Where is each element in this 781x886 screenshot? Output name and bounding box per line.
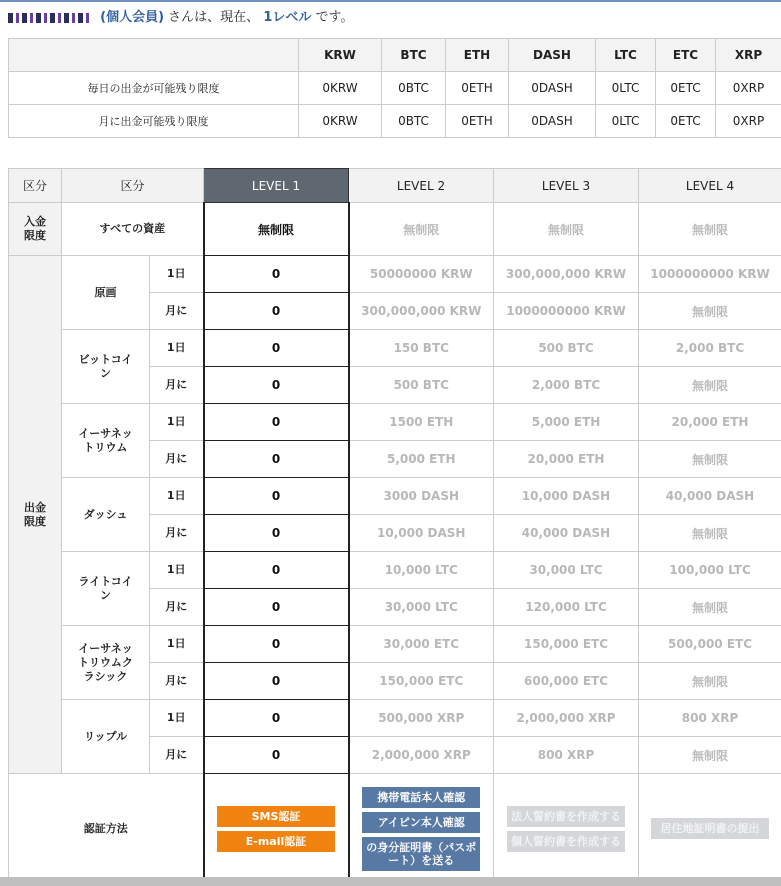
limit-value-level-1: 0	[204, 293, 349, 330]
limit-value-level-1: 0	[204, 663, 349, 700]
deposit-asset: すべての資産	[62, 203, 204, 256]
limit-value-level-4: 20,000 ETH	[639, 404, 781, 441]
period-label-month: 月に	[150, 737, 204, 774]
limit-value-level-1: 0	[204, 700, 349, 737]
period-label-day: 1日	[150, 404, 204, 441]
auth-button[interactable]: の身分証明書（パスポート）を送る	[362, 837, 480, 871]
top-border	[0, 0, 781, 2]
withdraw-row-day	[9, 404, 781, 441]
period-label-day: 1日	[150, 330, 204, 367]
period-label-day: 1日	[150, 256, 204, 293]
limit-value-level-4: 無制限	[639, 441, 781, 478]
limit-value-level-2: 2,000,000 XRP	[349, 737, 494, 774]
summary-col-krw: KRW	[299, 39, 382, 72]
limit-value-level-2: 30,000 LTC	[349, 589, 494, 626]
auth-button[interactable]: SMS認証	[217, 806, 335, 827]
auth-button[interactable]: E-mail認証	[217, 831, 335, 852]
limit-value-level-3: 300,000,000 KRW	[494, 256, 639, 293]
asset-name: ビットコイン	[62, 330, 150, 404]
limit-value-level-1: 0	[204, 737, 349, 774]
period-label-month: 月に	[150, 441, 204, 478]
summary-col-dash: DASH	[509, 39, 596, 72]
limit-value-level-2: 10,000 DASH	[349, 515, 494, 552]
summary-value: 0KRW	[299, 105, 382, 138]
summary-value: 0XRP	[716, 72, 781, 105]
masked-username	[8, 13, 92, 23]
summary-value: 0KRW	[299, 72, 382, 105]
period-label-month: 月に	[150, 367, 204, 404]
limit-value-level-2: 150 BTC	[349, 330, 494, 367]
limit-value-level-3: 5,000 ETH	[494, 404, 639, 441]
asset-name: イーサネットリウムクラシック	[62, 626, 150, 700]
limit-value-level-3: 150,000 ETC	[494, 626, 639, 663]
auth-button: 居住地証明書の提出	[651, 818, 769, 839]
summary-value: 0ETC	[656, 105, 716, 138]
limit-value-level-4: 無制限	[639, 663, 781, 700]
summary-header-row	[9, 39, 781, 72]
limit-value-level-1: 0	[204, 441, 349, 478]
limit-value-level-1: 0	[204, 330, 349, 367]
auth-cell-l2	[349, 774, 494, 884]
summary-value: 0ETC	[656, 72, 716, 105]
header-text-end: です。	[315, 10, 354, 25]
limit-value-level-1: 0	[204, 478, 349, 515]
summary-value: 0ETH	[446, 72, 509, 105]
limit-value-level-2: 150,000 ETC	[349, 663, 494, 700]
limit-value-level-1: 0	[204, 515, 349, 552]
limit-value-level-4: 無制限	[639, 367, 781, 404]
summary-col-btc: BTC	[382, 39, 446, 72]
summary-row	[9, 105, 781, 138]
summary-value: 0LTC	[596, 72, 656, 105]
tab-level-4[interactable]: LEVEL 4	[639, 169, 781, 203]
limit-value-level-3: 20,000 ETH	[494, 441, 639, 478]
limit-value-level-4: 無制限	[639, 515, 781, 552]
asset-name: リップル	[62, 700, 150, 774]
withdraw-row-day	[9, 330, 781, 367]
limit-value-level-1: 0	[204, 589, 349, 626]
limit-value-level-3: 2,000,000 XRP	[494, 700, 639, 737]
limit-value-level-4: 無制限	[639, 293, 781, 330]
limit-value-level-4: 100,000 LTC	[639, 552, 781, 589]
limit-value-level-4: 無制限	[639, 737, 781, 774]
auth-cell-l3	[494, 774, 639, 884]
auth-method-row	[9, 774, 781, 884]
limit-value-level-2: 500 BTC	[349, 367, 494, 404]
period-label-day: 1日	[150, 700, 204, 737]
limit-value-level-1: 0	[204, 626, 349, 663]
asset-name: ダッシュ	[62, 478, 150, 552]
limit-value-level-2: 1500 ETH	[349, 404, 494, 441]
period-label-month: 月に	[150, 663, 204, 700]
kubun-header-2: 区分	[62, 169, 204, 203]
limit-value-level-2: 10,000 LTC	[349, 552, 494, 589]
period-label-day: 1日	[150, 552, 204, 589]
summary-corner	[9, 39, 299, 72]
deposit-limit-level-3: 無制限	[494, 203, 639, 256]
withdraw-row-day	[9, 626, 781, 663]
limit-value-level-1: 0	[204, 404, 349, 441]
header-text-mid: さんは、現在、	[168, 10, 260, 25]
auth-method-label: 認証方法	[9, 774, 204, 884]
limit-value-level-2: 3000 DASH	[349, 478, 494, 515]
summary-col-eth: ETH	[446, 39, 509, 72]
period-label-month: 月に	[150, 293, 204, 330]
tab-level-1[interactable]: LEVEL 1	[204, 169, 349, 203]
limit-value-level-3: 10,000 DASH	[494, 478, 639, 515]
page-header	[8, 8, 353, 28]
limit-value-level-4: 40,000 DASH	[639, 478, 781, 515]
limit-value-level-3: 500 BTC	[494, 330, 639, 367]
auth-button[interactable]: アイピン本人確認	[362, 812, 480, 833]
asset-name: 原画	[62, 256, 150, 330]
tab-level-3[interactable]: LEVEL 3	[494, 169, 639, 203]
summary-col-ltc: LTC	[596, 39, 656, 72]
limit-value-level-3: 40,000 DASH	[494, 515, 639, 552]
summary-value: 0XRP	[716, 105, 781, 138]
limit-value-level-2: 500,000 XRP	[349, 700, 494, 737]
summary-row-label: 月に出金可能残り限度	[9, 105, 299, 138]
limit-value-level-2: 300,000,000 KRW	[349, 293, 494, 330]
limit-value-level-1: 0	[204, 552, 349, 589]
summary-value: 0BTC	[382, 72, 446, 105]
remaining-limit-table	[8, 38, 781, 138]
auth-cell-l1	[204, 774, 349, 884]
withdraw-row-day	[9, 552, 781, 589]
withdraw-limit-category: 出金 限度	[9, 256, 62, 774]
period-label-month: 月に	[150, 515, 204, 552]
deposit-limit-category: 入金 限度	[9, 203, 62, 256]
deposit-limit-level-2: 無制限	[349, 203, 494, 256]
deposit-limit-level-1: 無制限	[204, 203, 349, 256]
summary-value: 0DASH	[509, 72, 596, 105]
kubun-header: 区分	[9, 169, 62, 203]
period-label-month: 月に	[150, 589, 204, 626]
withdraw-row-day	[9, 478, 781, 515]
limit-value-level-4: 2,000 BTC	[639, 330, 781, 367]
summary-col-xrp: XRP	[716, 39, 781, 72]
limit-value-level-4: 無制限	[639, 589, 781, 626]
summary-value: 0BTC	[382, 105, 446, 138]
limit-value-level-4: 800 XRP	[639, 700, 781, 737]
auth-cell-l4	[639, 774, 781, 884]
period-label-day: 1日	[150, 478, 204, 515]
withdraw-row-day	[9, 700, 781, 737]
horizontal-scrollbar[interactable]	[0, 877, 781, 886]
summary-col-etc: ETC	[656, 39, 716, 72]
deposit-limit-row	[9, 203, 781, 256]
limit-value-level-4: 1000000000 KRW	[639, 256, 781, 293]
auth-button[interactable]: 携帯電話本人確認	[362, 787, 480, 808]
limit-value-level-3: 1000000000 KRW	[494, 293, 639, 330]
summary-value: 0LTC	[596, 105, 656, 138]
summary-value: 0ETH	[446, 105, 509, 138]
limit-value-level-3: 800 XRP	[494, 737, 639, 774]
limit-value-level-2: 5,000 ETH	[349, 441, 494, 478]
current-level: 1レベル	[263, 10, 312, 25]
limit-value-level-3: 30,000 LTC	[494, 552, 639, 589]
level-header-row	[9, 169, 781, 203]
tab-level-2[interactable]: LEVEL 2	[349, 169, 494, 203]
summary-row	[9, 72, 781, 105]
level-limit-table	[8, 168, 781, 884]
limit-value-level-3: 600,000 ETC	[494, 663, 639, 700]
limit-value-level-3: 120,000 LTC	[494, 589, 639, 626]
auth-button: 法人誓約書を作成する	[507, 806, 625, 827]
limit-value-level-4: 500,000 ETC	[639, 626, 781, 663]
limit-value-level-3: 2,000 BTC	[494, 367, 639, 404]
withdraw-row-day	[9, 256, 781, 293]
limit-value-level-2: 30,000 ETC	[349, 626, 494, 663]
auth-button: 個人誓約書を作成する	[507, 831, 625, 852]
summary-row-label: 毎日の出金が可能残り限度	[9, 72, 299, 105]
asset-name: ライトコイン	[62, 552, 150, 626]
deposit-limit-level-4: 無制限	[639, 203, 781, 256]
asset-name: イーサネットリウム	[62, 404, 150, 478]
limit-value-level-2: 50000000 KRW	[349, 256, 494, 293]
limit-value-level-1: 0	[204, 367, 349, 404]
summary-value: 0DASH	[509, 105, 596, 138]
limit-value-level-1: 0	[204, 256, 349, 293]
period-label-day: 1日	[150, 626, 204, 663]
member-type: (個人会員)	[100, 10, 165, 25]
